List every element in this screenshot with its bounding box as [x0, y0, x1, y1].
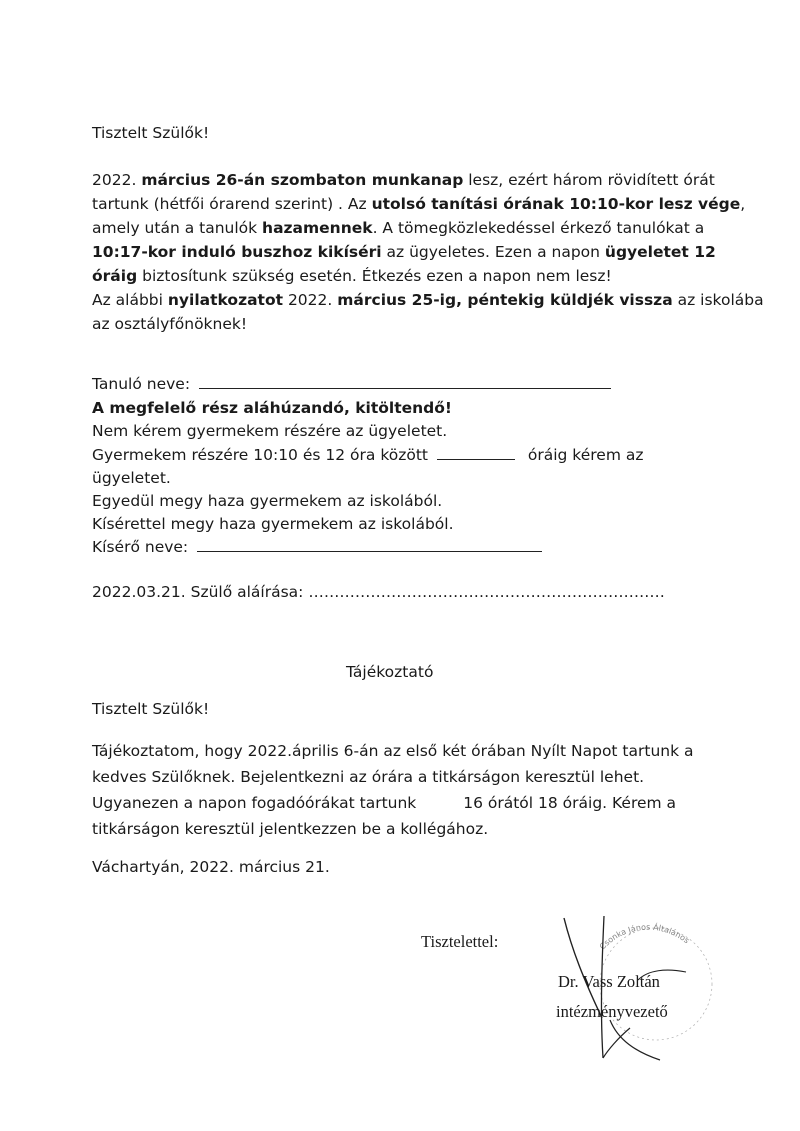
emphasized-text: hazamennek [262, 219, 373, 237]
supervision-hour-blank[interactable] [437, 445, 515, 460]
signatory-name: Dr. Vass Zoltán [558, 972, 660, 991]
date-and-parent-signature: 2022.03.21. Szülő aláírása: …………………………………………………………… [92, 583, 665, 601]
closing-text: Tisztelettel: [421, 932, 499, 951]
emphasized-text: március 26-án szombaton munkanap [141, 171, 464, 189]
notice-line: kedves Szülőknek. Bejelentkezni az órára a titkárságon keresztül lehet. [92, 768, 645, 786]
svg-text:Csonka János Általános [598, 921, 691, 951]
signatory-title: intézményvezető [556, 1002, 668, 1021]
escort-name-label: Kísérő neve: [92, 538, 189, 556]
escort-name-field [92, 535, 542, 559]
text-segment: 2022. [92, 171, 142, 189]
form-instruction: A megfelelő rész aláhúzandó, kitöltendő! [92, 399, 452, 417]
emphasized-text: ügyeletet 12 [604, 243, 716, 261]
student-name-blank[interactable] [199, 374, 611, 389]
letter-paragraph [92, 168, 764, 336]
notice-line: Tájékoztatom, hogy 2022.április 6-án az első két órában Nyílt Napot tartunk a [92, 742, 694, 760]
option-no-supervision: Nem kérem gyermekem részére az ügyeletet. [92, 422, 448, 440]
option-goes-home-escorted: Kísérettel megy haza gyermekem az iskolából. [92, 515, 454, 533]
text-segment: 2022. [283, 291, 338, 309]
text-segment: Az alábbi [92, 291, 168, 309]
notice-line: titkárságon keresztül jelentkezzen be a kollégához. [92, 820, 489, 838]
notice-line-start: Ugyanezen a napon fogadóórákat tartunk [92, 794, 417, 812]
emphasized-text: 10:17-kor induló buszhoz kikíséri [92, 243, 382, 261]
text-segment: , [740, 195, 746, 213]
paragraph-line [92, 240, 716, 264]
text-segment: az ügyeletes. Ezen a napon [381, 243, 605, 261]
text-segment: amely után a tanulók [92, 219, 263, 237]
notice-greeting: Tisztelt Szülők! [92, 700, 210, 718]
place-and-date: Váchartyán, 2022. március 21. [92, 858, 330, 876]
text-segment: biztosítunk szükség esetén. Étkezés ezen a napon nem lesz! [137, 267, 612, 285]
paragraph-line [92, 288, 764, 312]
paragraph-line [92, 168, 715, 192]
text-segment: . A tömegközlekedéssel érkező tanulókat a [372, 219, 705, 237]
notice-title: Tájékoztató [346, 663, 434, 681]
stamp-text: Csonka János Általános [597, 922, 691, 952]
option-supervision-until [92, 443, 644, 467]
paragraph-line [92, 312, 712, 336]
letter-greeting: Tisztelt Szülők! [92, 124, 210, 142]
text-segment: tartunk (hétfői órarend szerint) . Az [92, 195, 372, 213]
option-supervision-text: Gyermekem részére 10:10 és 12 óra között [92, 446, 428, 464]
emphasized-text: március 25-ig, péntekig küldjék vissza [337, 291, 673, 309]
option-supervision-text-end: óráig kérem az [527, 446, 644, 464]
emphasized-text: óráig [92, 267, 138, 285]
student-name-label: Tanuló neve: [92, 375, 191, 393]
text-segment: az iskolába [672, 291, 764, 309]
escort-name-blank[interactable] [197, 537, 542, 552]
notice-line [92, 791, 676, 815]
paragraph-line [92, 264, 712, 288]
notice-line-hours: 16 órától 18 óráig. Kérem a [463, 794, 677, 812]
emphasized-text: utolsó tanítási órának 10:10-kor lesz vége [371, 195, 741, 213]
student-name-field [92, 372, 611, 396]
paragraph-line [92, 192, 746, 216]
option-supervision-continued: ügyeletet. [92, 469, 171, 487]
option-goes-home-alone: Egyedül megy haza gyermekem az iskolából. [92, 492, 443, 510]
text-segment: lesz, ezért három rövidített órát [463, 171, 715, 189]
paragraph-line [92, 216, 712, 240]
emphasized-text: nyilatkozatot [167, 291, 284, 309]
text-segment: az osztályfőnöknek! [92, 315, 248, 333]
